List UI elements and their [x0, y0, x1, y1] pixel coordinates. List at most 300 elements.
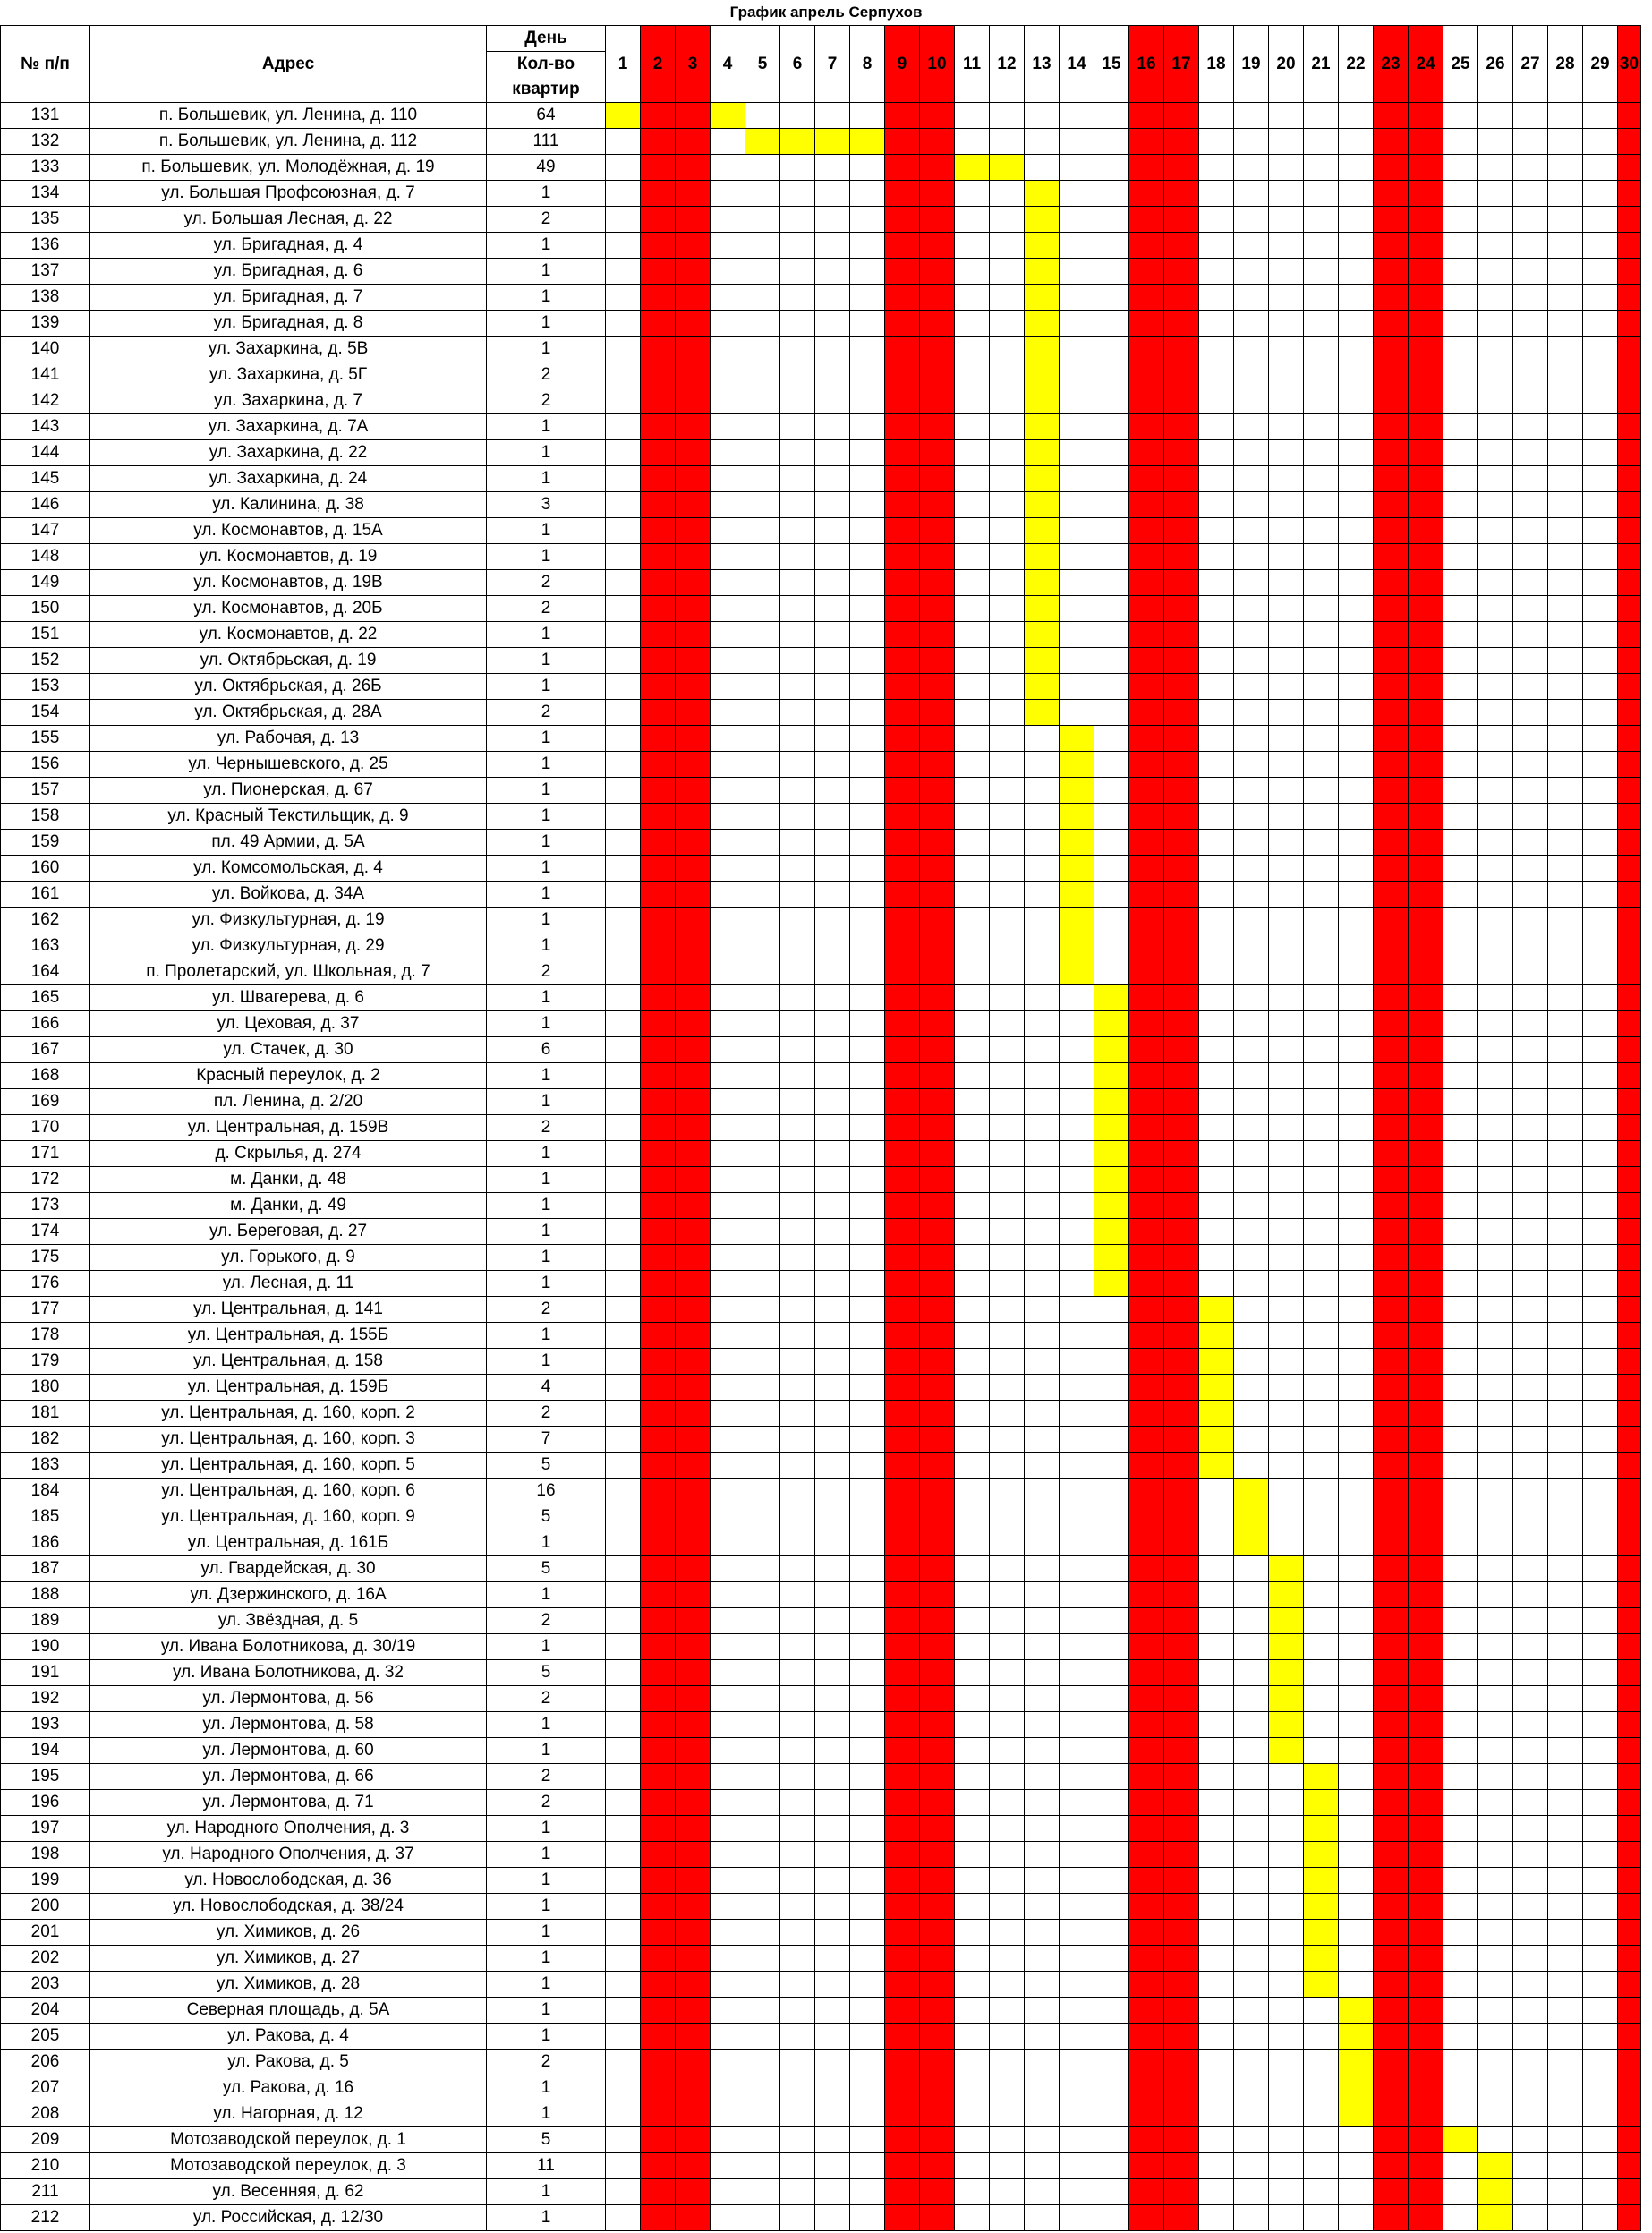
day-cell [955, 2127, 990, 2153]
day-cell [606, 648, 641, 674]
day-cell [780, 2101, 815, 2127]
day-cell [745, 1479, 780, 1504]
weekend-cell [1374, 103, 1409, 129]
day-cell [1583, 648, 1618, 674]
day-cell [1199, 388, 1234, 414]
table-row [1, 414, 1641, 440]
day-cell [1199, 2075, 1234, 2101]
weekend-cell [1618, 337, 1641, 362]
weekend-cell [885, 1894, 920, 1920]
day-cell [1548, 596, 1583, 622]
day-cell [990, 492, 1025, 518]
weekend-cell [676, 2101, 711, 2127]
weekend-cell [1164, 570, 1199, 596]
day-cell [850, 882, 885, 908]
day-cell [745, 1037, 780, 1063]
weekend-cell [676, 2205, 711, 2231]
weekend-cell [885, 1634, 920, 1660]
row-number: 183 [1, 1453, 90, 1479]
weekend-cell [676, 959, 711, 985]
weekend-cell [1129, 2153, 1164, 2179]
table-row [1, 2179, 1641, 2205]
day-cell [1583, 285, 1618, 311]
day-cell [780, 388, 815, 414]
day-cell [850, 830, 885, 856]
weekend-cell [1409, 933, 1443, 959]
row-number: 141 [1, 362, 90, 388]
scheduled-cell [1025, 570, 1060, 596]
table-row [1, 648, 1641, 674]
day-cell [1339, 1530, 1374, 1556]
day-cell [1339, 181, 1374, 207]
day-cell [1339, 1842, 1374, 1868]
day-cell [1060, 1245, 1094, 1271]
day-cell [1060, 259, 1094, 285]
day-cell [1025, 2024, 1060, 2050]
table-row [1, 1037, 1641, 1063]
weekend-cell [676, 648, 711, 674]
day-cell [1443, 1037, 1478, 1063]
day-cell [815, 700, 850, 726]
row-apartment-count: 5 [487, 1660, 606, 1686]
day-cell [815, 1427, 850, 1453]
weekend-cell [1409, 1712, 1443, 1738]
weekend-cell [1374, 1894, 1409, 1920]
day-cell [1269, 337, 1304, 362]
row-address: ул. Захаркина, д. 24 [90, 466, 487, 492]
row-number: 199 [1, 1868, 90, 1894]
weekend-cell [1374, 1738, 1409, 1764]
day-cell [990, 648, 1025, 674]
day-cell [1234, 207, 1269, 233]
day-cell [1548, 103, 1583, 129]
day-cell [955, 1972, 990, 1998]
weekend-cell [920, 1063, 955, 1089]
table-row [1, 1167, 1641, 1193]
day-cell [1199, 1660, 1234, 1686]
day-cell [606, 1271, 641, 1297]
day-cell [1025, 2127, 1060, 2153]
weekend-cell [1618, 2179, 1641, 2205]
day-cell [1199, 233, 1234, 259]
day-cell [990, 1167, 1025, 1193]
weekend-cell [1409, 674, 1443, 700]
weekend-cell [1409, 1790, 1443, 1816]
day-cell [955, 933, 990, 959]
day-cell [1478, 1037, 1513, 1063]
day-cell [1513, 1998, 1548, 2024]
day-cell [1094, 1582, 1129, 1608]
scheduled-cell [1060, 882, 1094, 908]
weekend-cell [1164, 830, 1199, 856]
day-cell [1548, 1608, 1583, 1634]
row-address: ул. Космонавтов, д. 15А [90, 518, 487, 544]
day-cell [850, 1011, 885, 1037]
day-cell [1025, 1582, 1060, 1608]
day-cell [1025, 155, 1060, 181]
day-cell [1339, 1115, 1374, 1141]
day-cell [1478, 1323, 1513, 1349]
weekend-cell [1129, 1167, 1164, 1193]
day-cell [1304, 1297, 1339, 1323]
day-cell [711, 1427, 745, 1453]
weekend-cell [641, 337, 676, 362]
day-cell [780, 1349, 815, 1375]
weekend-cell [1164, 1453, 1199, 1479]
day-cell [1199, 2050, 1234, 2075]
weekend-cell [1618, 726, 1641, 752]
day-cell [745, 2050, 780, 2075]
day-cell [850, 2127, 885, 2153]
row-number: 202 [1, 1946, 90, 1972]
scheduled-cell [1269, 1686, 1304, 1712]
day-cell [1583, 2024, 1618, 2050]
day-cell [1094, 2101, 1129, 2127]
day-cell [780, 908, 815, 933]
day-cell [815, 1063, 850, 1089]
day-cell [745, 2205, 780, 2231]
day-cell [850, 544, 885, 570]
weekend-cell [1129, 362, 1164, 388]
day-cell [711, 1660, 745, 1686]
weekend-cell [1409, 596, 1443, 622]
table-row [1, 726, 1641, 752]
day-cell [850, 570, 885, 596]
day-cell [815, 2075, 850, 2101]
day-cell [711, 1271, 745, 1297]
scheduled-cell [1025, 207, 1060, 233]
weekend-cell [1374, 2101, 1409, 2127]
day-cell [1513, 2024, 1548, 2050]
scheduled-cell [1199, 1427, 1234, 1453]
table-row [1, 311, 1641, 337]
weekend-cell [1129, 1063, 1164, 1089]
row-number: 164 [1, 959, 90, 985]
day-cell [850, 700, 885, 726]
day-cell [1478, 830, 1513, 856]
day-cell [1513, 1141, 1548, 1167]
day-cell [1339, 1037, 1374, 1063]
weekend-cell [1618, 233, 1641, 259]
day-cell [1060, 1946, 1094, 1972]
day-cell [1478, 804, 1513, 830]
row-number: 138 [1, 285, 90, 311]
day-cell [1339, 1686, 1374, 1712]
day-cell [1234, 1920, 1269, 1946]
day-cell [1443, 2153, 1478, 2179]
day-cell [1199, 804, 1234, 830]
day-cell [1443, 1167, 1478, 1193]
weekend-cell [676, 207, 711, 233]
weekend-cell [885, 518, 920, 544]
scheduled-cell [1025, 233, 1060, 259]
day-cell [745, 1271, 780, 1297]
day-cell [1234, 778, 1269, 804]
weekend-cell [1164, 544, 1199, 570]
day-cell [1304, 492, 1339, 518]
day-cell [1513, 181, 1548, 207]
row-address: ул. Большая Лесная, д. 22 [90, 207, 487, 233]
day-header-12: 12 [990, 26, 1025, 103]
weekend-cell [1374, 622, 1409, 648]
weekend-cell [920, 1660, 955, 1686]
day-cell [1339, 1790, 1374, 1816]
weekend-cell [920, 1245, 955, 1271]
weekend-cell [1164, 440, 1199, 466]
weekend-cell [1129, 1375, 1164, 1401]
row-address: ул. Центральная, д. 160, корп. 9 [90, 1504, 487, 1530]
weekend-cell [920, 492, 955, 518]
day-cell [1304, 830, 1339, 856]
day-cell [745, 1582, 780, 1608]
table-row [1, 1686, 1641, 1712]
day-cell [1513, 233, 1548, 259]
day-cell [780, 1946, 815, 1972]
day-cell [1304, 544, 1339, 570]
weekend-cell [676, 985, 711, 1011]
weekend-cell [1129, 337, 1164, 362]
weekend-cell [1129, 1998, 1164, 2024]
day-cell [815, 622, 850, 648]
day-cell [955, 1660, 990, 1686]
day-cell [1548, 856, 1583, 882]
day-cell [990, 2075, 1025, 2101]
day-cell [606, 1868, 641, 1894]
day-cell [1234, 1167, 1269, 1193]
day-cell [815, 778, 850, 804]
day-cell [1548, 466, 1583, 492]
row-address: п. Большевик, ул. Ленина, д. 112 [90, 129, 487, 155]
weekend-cell [1618, 804, 1641, 830]
day-cell [1060, 1790, 1094, 1816]
day-cell [990, 233, 1025, 259]
table-row [1, 362, 1641, 388]
day-cell [1025, 1686, 1060, 1712]
day-cell [850, 2024, 885, 2050]
weekend-cell [1164, 1089, 1199, 1115]
scheduled-cell [1094, 1167, 1129, 1193]
weekend-cell [641, 1375, 676, 1401]
weekend-cell [1618, 181, 1641, 207]
weekend-cell [885, 908, 920, 933]
day-cell [1234, 2101, 1269, 2127]
weekend-cell [1618, 2205, 1641, 2231]
weekend-cell [885, 1556, 920, 1582]
scheduled-cell [1094, 1271, 1129, 1297]
weekend-cell [885, 700, 920, 726]
row-apartment-count: 16 [487, 1479, 606, 1504]
weekend-cell [1129, 752, 1164, 778]
day-cell [1094, 674, 1129, 700]
weekend-cell [920, 2153, 955, 2179]
day-cell [1060, 596, 1094, 622]
day-cell [1478, 933, 1513, 959]
weekend-cell [885, 1790, 920, 1816]
weekend-cell [885, 726, 920, 752]
day-cell [815, 1193, 850, 1219]
weekend-cell [1129, 492, 1164, 518]
table-row [1, 1115, 1641, 1141]
day-cell [1304, 2050, 1339, 2075]
row-address: ул. Ракова, д. 16 [90, 2075, 487, 2101]
day-cell [745, 2127, 780, 2153]
weekend-cell [676, 1115, 711, 1141]
day-cell [1199, 1063, 1234, 1089]
day-cell [606, 908, 641, 933]
weekend-cell [1374, 362, 1409, 388]
day-cell [1548, 1946, 1583, 1972]
day-cell [1199, 648, 1234, 674]
day-cell [780, 596, 815, 622]
day-cell [1339, 674, 1374, 700]
weekend-cell [920, 1608, 955, 1634]
day-cell [1583, 1141, 1618, 1167]
day-cell [711, 1115, 745, 1141]
row-apartment-count: 1 [487, 985, 606, 1011]
day-cell [780, 933, 815, 959]
weekend-cell [1409, 1245, 1443, 1271]
day-cell [1478, 1375, 1513, 1401]
day-cell [1339, 1427, 1374, 1453]
day-cell [1234, 856, 1269, 882]
day-cell [1478, 1998, 1513, 2024]
day-cell [850, 285, 885, 311]
scheduled-cell [711, 103, 745, 129]
row-apartment-count: 4 [487, 1375, 606, 1401]
day-cell [815, 1634, 850, 1660]
weekend-cell [641, 622, 676, 648]
day-cell [850, 908, 885, 933]
row-apartment-count: 49 [487, 155, 606, 181]
weekend-cell [885, 1582, 920, 1608]
day-cell [1234, 1790, 1269, 1816]
day-cell [606, 1193, 641, 1219]
day-cell [955, 1297, 990, 1323]
day-cell [1234, 2075, 1269, 2101]
day-cell [1094, 1894, 1129, 1920]
weekend-cell [885, 103, 920, 129]
weekend-cell [920, 1453, 955, 1479]
weekend-cell [1129, 908, 1164, 933]
day-cell [1025, 1089, 1060, 1115]
day-cell [1548, 2153, 1583, 2179]
day-cell [1443, 933, 1478, 959]
row-address: Красный переулок, д. 2 [90, 1063, 487, 1089]
day-cell [780, 1479, 815, 1504]
day-cell [1304, 985, 1339, 1011]
day-cell [990, 1582, 1025, 1608]
row-number: 152 [1, 648, 90, 674]
day-cell [745, 155, 780, 181]
day-cell [1339, 544, 1374, 570]
weekend-cell [885, 674, 920, 700]
day-cell [1060, 2050, 1094, 2075]
day-cell [955, 1634, 990, 1660]
table-row [1, 830, 1641, 856]
row-number: 153 [1, 674, 90, 700]
day-cell [1304, 1582, 1339, 1608]
weekend-cell [1618, 285, 1641, 311]
day-cell [1199, 2024, 1234, 2050]
weekend-cell [1164, 908, 1199, 933]
day-cell [1478, 1193, 1513, 1219]
row-address: ул. Химиков, д. 28 [90, 1972, 487, 1998]
day-cell [780, 1089, 815, 1115]
day-cell [1025, 1297, 1060, 1323]
day-cell [1583, 1998, 1618, 2024]
row-address: ул. Весенняя, д. 62 [90, 2179, 487, 2205]
day-cell [1094, 2024, 1129, 2050]
day-cell [606, 674, 641, 700]
day-cell [990, 1401, 1025, 1427]
weekend-cell [1374, 1193, 1409, 1219]
day-cell [1199, 1245, 1234, 1271]
day-cell [815, 882, 850, 908]
day-cell [780, 1141, 815, 1167]
weekend-cell [1618, 103, 1641, 129]
weekend-cell [1129, 1660, 1164, 1686]
day-cell [606, 2101, 641, 2127]
weekend-cell [1374, 830, 1409, 856]
table-row [1, 1245, 1641, 1271]
row-apartment-count: 1 [487, 1868, 606, 1894]
day-cell [780, 2179, 815, 2205]
day-cell [1199, 1738, 1234, 1764]
day-cell [955, 362, 990, 388]
day-cell [1304, 2127, 1339, 2153]
day-cell [1548, 1868, 1583, 1894]
day-cell [1339, 1453, 1374, 1479]
day-cell [955, 1868, 990, 1894]
day-cell [815, 1504, 850, 1530]
weekend-cell [1618, 1530, 1641, 1556]
row-address: ул. Захаркина, д. 7А [90, 414, 487, 440]
day-cell [606, 1297, 641, 1323]
weekend-cell [1618, 1868, 1641, 1894]
weekend-cell [641, 544, 676, 570]
weekend-cell [920, 804, 955, 830]
day-cell [1304, 752, 1339, 778]
day-cell [850, 1219, 885, 1245]
row-address: ул. Ивана Болотникова, д. 32 [90, 1660, 487, 1686]
weekend-cell [885, 1193, 920, 1219]
day-cell [1025, 2205, 1060, 2231]
weekend-cell [1409, 311, 1443, 337]
day-cell [955, 1998, 990, 2024]
weekend-cell [641, 1816, 676, 1842]
day-cell [1583, 1582, 1618, 1608]
weekend-cell [1618, 466, 1641, 492]
row-apartment-count: 1 [487, 2205, 606, 2231]
weekend-cell [1409, 1323, 1443, 1349]
day-header-10: 10 [920, 26, 955, 103]
day-cell [1548, 1972, 1583, 1998]
day-cell [850, 596, 885, 622]
day-cell [955, 2153, 990, 2179]
day-cell [606, 1894, 641, 1920]
day-cell [711, 1037, 745, 1063]
day-cell [1199, 856, 1234, 882]
weekend-cell [1374, 2050, 1409, 2075]
day-cell [711, 466, 745, 492]
day-cell [1060, 2127, 1094, 2153]
day-cell [990, 1556, 1025, 1582]
day-cell [606, 2179, 641, 2205]
day-cell [1478, 492, 1513, 518]
day-cell [745, 1634, 780, 1660]
day-cell [1443, 856, 1478, 882]
row-number: 204 [1, 1998, 90, 2024]
